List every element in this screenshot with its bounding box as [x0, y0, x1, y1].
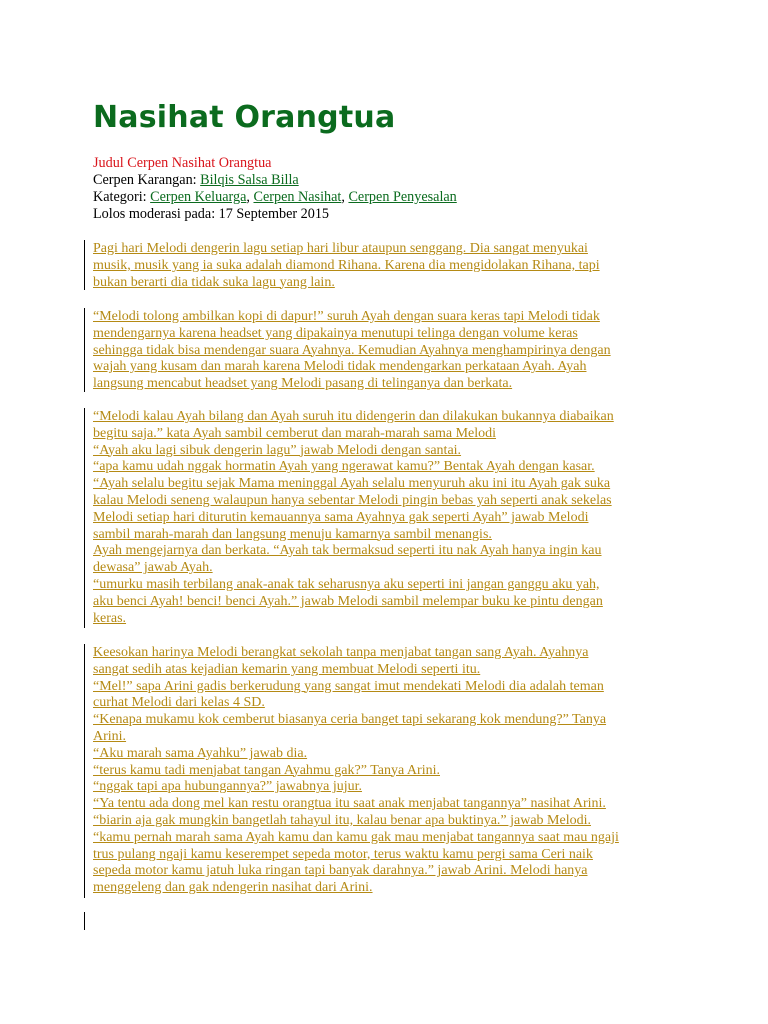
story-line-link[interactable]: “kamu pernah marah sama Ayah kamu dan kamu gak mau menjabat tangannya saat mau ngaji: [93, 829, 619, 845]
story-line-link[interactable]: trus pulang ngaji kamu keserempet sepeda motor, terus waktu kamu pergi sama Ceri naik: [93, 846, 593, 862]
category-line: [93, 189, 457, 206]
story-line-link[interactable]: “Melodi tolong ambilkan kopi di dapur!” suruh Ayah dengan suara keras tapi Melodi tidak: [93, 309, 600, 324]
story-line-link[interactable]: mendengarnya karena headset yang dipakainya menutupi telinga dengan volume keras: [93, 325, 578, 341]
story-line-link[interactable]: “Mel!” sapa Arini gadis berkerudung yang sangat imut mendekati Melodi dia adalah teman: [93, 678, 604, 694]
story-line-link[interactable]: “Aku marah sama Ayahku” jawab dia.: [93, 745, 308, 761]
story-line-link[interactable]: “biarin aja gak mungkin bangetlah tahayul itu, kalau benar apa buktinya.” jawab Melodi.: [93, 812, 591, 828]
story-line-link[interactable]: Ayah mengejarnya dan berkata. “Ayah tak bermaksud seperti itu nak Ayah hanya ingin kau: [93, 543, 602, 559]
story-paragraph: [93, 645, 619, 897]
category-link-nasihat[interactable]: Cerpen Nasihat: [253, 189, 342, 205]
story-line-link[interactable]: “Melodi kalau Ayah bilang dan Ayah suruh itu didengerin dan dilakukan bukannya diabaikan: [93, 409, 614, 424]
story-line-link[interactable]: curhat Melodi dari kelas 4 SD.: [93, 695, 265, 711]
text-cursor: [84, 912, 85, 930]
story-line-link[interactable]: dewasa” jawab Ayah.: [93, 560, 213, 576]
story-paragraph: [93, 309, 611, 393]
story-line-link[interactable]: “Ya tentu ada dong mel kan restu orangtua itu saat anak menjabat tangannya” nasihat Arini.: [93, 796, 606, 812]
article-meta: [93, 155, 457, 223]
story-line-link[interactable]: “Ayah aku lagi sibuk dengerin lagu” jawab Melodi dengan santai.: [93, 442, 462, 458]
story-line-link[interactable]: musik, musik yang ia suka adalah diamond Rihana. Karena dia mengidolakan Rihana, tapi: [93, 257, 600, 273]
story-line-link[interactable]: Keesokan harinya Melodi berangkat sekolah tanpa menjabat tangan sang Ayah. Ayahnya: [93, 645, 589, 660]
story-line-link[interactable]: kalau Melodi seneng walaupun hanya sebentar Melodi pingin bebas yah seperti anak sekelas: [93, 492, 612, 508]
category-separator: ,: [246, 189, 254, 205]
story-line-link[interactable]: Pagi hari Melodi dengerin lagu setiap hari libur ataupun senggang. Dia sangat menyukai: [93, 241, 588, 256]
story-line-link[interactable]: sehingga tidak bisa mendengar suara Ayahnya. Kemudian Ayahnya menghampirinya dengan: [93, 342, 611, 358]
author-prefix: Cerpen Karangan:: [93, 172, 201, 188]
paragraph-margin-bar: [84, 408, 85, 628]
story-line-link[interactable]: “Ayah selalu begitu sejak Mama meninggal Ayah selalu menyuruh aku ini itu Ayah gak suka: [93, 476, 611, 492]
story-line-link[interactable]: Arini.: [93, 728, 127, 744]
story-line-link[interactable]: “terus kamu tadi menjabat tangan Ayahmu gak?” Tanya Arini.: [93, 762, 440, 778]
story-line-link[interactable]: “Kenapa mukamu kok cemberut biasanya ceria banget tapi sekarang kok mendung?” Tanya: [93, 712, 607, 728]
story-line-link[interactable]: langsung mencabut headset yang Melodi pasang di telinganya dan berkata.: [93, 376, 513, 392]
category-prefix: Kategori:: [93, 189, 151, 205]
story-line-link[interactable]: wajah yang kusam dan marah karena Melodi tidak mendengarkan perkataan Ayah. Ayah: [93, 359, 587, 375]
story-line-link[interactable]: sangat sedih atas kejadian kemarin yang membuat Melodi seperti itu.: [93, 661, 481, 677]
paragraph-margin-bar: [84, 308, 85, 392]
category-link-penyesalan[interactable]: Cerpen Penyesalan: [348, 189, 457, 205]
category-separator: ,: [341, 189, 349, 205]
story-paragraph: [93, 241, 600, 291]
story-line-link[interactable]: bukan berarti dia tidak suka lagu yang lain.: [93, 274, 335, 290]
paragraph-margin-bar: [84, 644, 85, 898]
story-line-link[interactable]: Melodi setiap hari diturutin kemauannya sama Ayahnya gak seperti Ayah” jawab Melodi: [93, 509, 589, 525]
paragraph-margin-bar: [84, 240, 85, 290]
author-link[interactable]: Bilqis Salsa Billa: [200, 172, 299, 188]
category-link-keluarga[interactable]: Cerpen Keluarga: [150, 189, 247, 205]
story-line-link[interactable]: “nggak tapi apa hubungannya?” jawabnya jujur.: [93, 779, 363, 795]
story-line-link[interactable]: “umurku masih terbilang anak-anak tak seharusnya aku seperti ini jangan ganggu aku yah,: [93, 576, 600, 592]
article-subtitle: Judul Cerpen Nasihat Orangtua: [93, 155, 272, 171]
moderation-date: Lolos moderasi pada: 17 September 2015: [93, 206, 330, 222]
story-line-link[interactable]: aku benci Ayah! benci! benci Ayah.” jawab Melodi sambil melempar buku ke pintu dengan: [93, 593, 603, 609]
story-line-link[interactable]: keras.: [93, 610, 127, 626]
story-line-link[interactable]: sambil marah-marah dan langsung menuju kamarnya sambil menangis.: [93, 526, 492, 542]
author-line: [93, 172, 457, 189]
story-line-link[interactable]: “apa kamu udah nggak hormatin Ayah yang ngerawat kamu?” Bentak Ayah dengan kasar.: [93, 459, 595, 475]
story-line-link[interactable]: sepeda motor kamu jatuh luka ringan tapi banyak darahnya.” jawab Arini. Melodi hanya: [93, 863, 588, 879]
story-line-link[interactable]: begitu saja.” kata Ayah sambil cemberut dan marah-marah sama Melodi: [93, 425, 497, 441]
article-title: Nasihat Orangtua: [93, 100, 396, 135]
story-paragraph: [93, 409, 614, 627]
story-line-link[interactable]: menggeleng dan gak ndengerin nasihat dari Arini.: [93, 880, 373, 896]
